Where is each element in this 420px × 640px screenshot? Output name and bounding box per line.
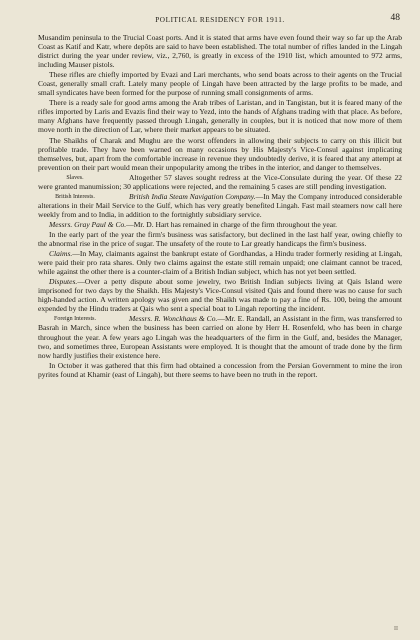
margin-note-foreign-interests: Foreign Interests.: [54, 316, 96, 323]
paragraph: [38, 192, 402, 219]
paragraph-text: Musandim peninsula to the Trucial Coast ports. And it is stated that arms have even found their way so far up the Arab Coast as Katif and Katr, where depôts are said to have been established. The total number of rifles landed in the Lingah district during the year under review, viz., 2,760, is greatly in excess of the 1910 list, which amounted to 972 arms, including Mauser pistols.: [38, 33, 402, 70]
paragraph: [38, 173, 402, 191]
paragraph: [38, 230, 402, 248]
body-text: [38, 33, 402, 379]
paragraph-text: —Mr. E. Randall, an Assistant in the firm, was transferred to Basrah in March, since when the business has been carried on alone by Herr H. Rosenfeld, who has been in charge throughout the year. A few years ago Lingah was the headquarters of the firm in the Gulf, and, besides the Manager, two, and sometimes three, European Assistants were employed. It is thought that the amount of trade done by the firm now hardly justifies their existence here.: [38, 314, 403, 360]
paragraph-text: These rifles are chiefly imported by Evazi and Lari merchants, who send boats across to their agents on the Trucial Coast, generally small craft. Lately many people of Lingah have been attracted by the large profits to be made, and small syndicates have been formed for the purpose of running small consignments of arms.: [38, 70, 402, 98]
paragraph-lead: Messrs. R. Wonckhaus & Co.: [129, 314, 218, 324]
paragraph: [38, 136, 402, 172]
paragraph-text: —In May, claimants against the bankrupt estate of Gordhandas, a Hindu trader formerly residing at Lingah, were paid their pro rata shares. Only two claims against the estate still remain unpaid; one claimant cannot be traced, while against the other there is a counter-claim of a British Indian subject, which has not yet been settled.: [38, 249, 402, 277]
paragraph: [38, 361, 402, 379]
page-signature-mark: II: [394, 626, 398, 632]
page-number: 48: [390, 13, 400, 23]
paragraph-text: The Shaikhs of Charak and Mughu are the worst offenders in allowing their subjects to carry on this illicit but profitable trade. They have been warned on many occasions by His Majesty's Vice-Consul against implicating themselves, but, apart from the comfortable increase in revenue they undoubtedly derive, it is feared that any attempt at prevention on their part would mean their unpopularity among the tribes in the interior, and danger to themselves.: [38, 135, 402, 172]
paragraph-lead: Messrs. Gray Paul & Co.: [49, 219, 127, 229]
paragraph-text: In the early part of the year the firm's business was satisfactory, but declined in the last half year, owing chiefly to the abnormal rise in the price of sugar. The unsafety of the route to Lar greatly handicaps the firm's business.: [38, 229, 402, 249]
running-head: [38, 13, 402, 29]
paragraph: [38, 249, 402, 276]
paragraph-text: There is a ready sale for good arms among the Arab tribes of Laristan, and in Tangistan, but it is feared many of the rifles imported by Laris and Evazis find their way to Yezd, into the hands of Afghans trading with that place. As before, many Afghans have frequently passed through Lingah, generally in couples, but it is noticed that now more of them move north in the direction of Lar, where their market appears to be situated.: [38, 98, 402, 135]
paragraph-text: —Mr. D. Hart has remained in charge of the firm throughout the year.: [126, 219, 338, 229]
margin-note-slaves: Slaves.: [66, 174, 84, 181]
paragraph-lead: Claims.: [49, 249, 73, 259]
paragraph: [38, 220, 402, 229]
paragraph: [38, 70, 402, 97]
paragraph-lead: Disputes.: [49, 277, 78, 287]
paragraph: [38, 314, 402, 359]
paragraph-text: —In May the Company introduced considerable alterations in their Mail Service to the Gulf, which has very greatly benefited Lingah. Fast mail steamers now call here weekly from and to India, in addition to the fortnightly subsidiary service.: [38, 191, 402, 219]
paragraph: [38, 98, 402, 134]
paragraph-text: In October it was gathered that this firm had obtained a concession from the Persian Government to mine the iron pyrites found at Khamir (east of Lingah), but there seems to have been no truth in the report.: [38, 360, 402, 379]
running-head-title: POLITICAL RESIDENCY FOR 1911.: [155, 16, 285, 24]
margin-note-british-interests: British Interests.: [55, 193, 95, 200]
paragraph: [38, 277, 402, 313]
paragraph: [38, 33, 402, 69]
paragraph-text: Altogether 57 slaves sought redress at the Vice-Consulate during the year. Of these 22 were granted manumission; 30 applications were rejected, and the remaining 5 cases are still pending investigation.: [38, 172, 402, 191]
paragraph-lead: British India Steam Navigation Company.: [129, 191, 256, 201]
paragraph-text: —Over a petty dispute about some jewelry, two British Indian subjects living at Qais Island were imprisoned for two days by the Shaikh. His Majesty's Vice-Consul visited Qais and found there was no cause for such high-handed action. A written apology was given and the Shaikh was made to pay a fine of Rs. 100, being the amount expended by the Hindu traders at Qais who sent a special boat to Lingah reporting the incident.: [38, 277, 402, 314]
